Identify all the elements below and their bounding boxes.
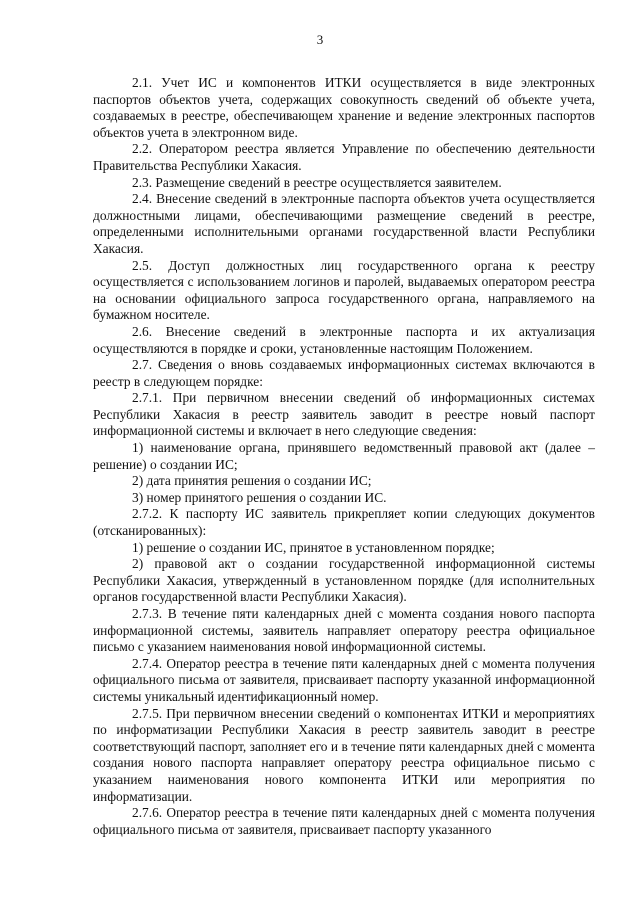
paragraph-2-7-4: 2.7.4. Оператор реестра в течение пяти календарных дней с момента получения официального письма от заявителя, присваивает паспорту указанной информационной системы уникальный идентификационный номер.	[93, 655, 595, 704]
list-item-2-7-1-3: 3) номер принятого решения о создании ИС.	[132, 489, 387, 505]
paragraph-2-7-6: 2.7.6. Оператор реестра в течение пяти календарных дней с момента получения официального письма от заявителя, присваивает паспорту указанного	[93, 805, 595, 837]
paragraph-2-1: 2.1. Учет ИС и компонентов ИТКИ осуществляется в виде электронных паспортов объектов учета, содержащих совокупность сведений об объекте учета, создаваемых в реестре, обеспечивающем хранение и ведение электронных паспортов объектов учета в электронном виде.	[93, 75, 595, 140]
paragraph-2-6: 2.6. Внесение сведений в электронные паспорта и их актуализация осуществляются в порядке и сроки, установленные настоящим Положением.	[93, 323, 595, 356]
list-item-2-7-2-2: 2) правовой акт о создании государственной информационной системы Республики Хакасия, утвержденный в установленном порядке (для исполнительных органов государственной власти Республики Хакасия).	[93, 556, 595, 605]
paragraph-2-7-2: 2.7.2. К паспорту ИС заявитель прикрепляет копии следующих документов (отсканированных):	[93, 506, 595, 539]
list-item-2-7-2-1: 1) решение о создании ИС, принятое в установленном порядке;	[132, 539, 495, 555]
paragraph-2-5: 2.5. Доступ должностных лиц государственного органа к реестру осуществляется с использованием логинов и паролей, выдаваемых оператором реестра на основании официального запроса государственного органа, направляемого на бумажном носителе.	[93, 257, 595, 323]
paragraph-2-2: 2.2. Оператором реестра является Управление по обеспечению деятельности Правительства Республики Хакасия.	[93, 141, 595, 173]
page-number: 3	[316, 32, 324, 47]
paragraph-2-3: 2.3. Размещение сведений в реестре осуществляется заявителем.	[132, 174, 502, 190]
paragraph-2-7-3: 2.7.3. В течение пяти календарных дней с момента создания нового паспорта информационной системы, заявитель направляет оператору реестра официальное письмо с указанием наименования новой информационной системы.	[93, 606, 595, 655]
list-item-2-7-1-2: 2) дата принятия решения о создании ИС;	[132, 473, 372, 489]
paragraph-2-7-5: 2.7.5. При первичном внесении сведений о компонентах ИТКИ и мероприятиях по информатизации Республики Хакасия в реестр заявитель заводит в реестре соответствующий паспорт, заполняет его и в течение пяти календарных дней с момента создания нового паспорта направляет оператору реестра официальное письмо с указанием наименования нового компонента ИТКИ или мероприятия по информатизации.	[93, 705, 595, 804]
paragraph-2-4: 2.4. Внесение сведений в электронные паспорта объектов учета осуществляется должностными лицами, обеспечивающими размещение сведений в реестре, определенными исполнительными органами государственной власти Республики Хакасия.	[93, 191, 595, 256]
list-item-2-7-1-1: 1) наименование органа, принявшего ведомственный правовой акт (далее – решение) о создании ИС;	[93, 440, 595, 472]
paragraph-2-7: 2.7. Сведения о вновь создаваемых информационных системах включаются в реестр в следующем порядке:	[93, 357, 595, 389]
paragraph-2-7-1: 2.7.1. При первичном внесении сведений об информационных системах Республики Хакасия в реестр заявитель заводит в реестре новый паспорт информационной системы и включает в него следующие сведения:	[93, 390, 595, 439]
document-body	[93, 75, 595, 838]
